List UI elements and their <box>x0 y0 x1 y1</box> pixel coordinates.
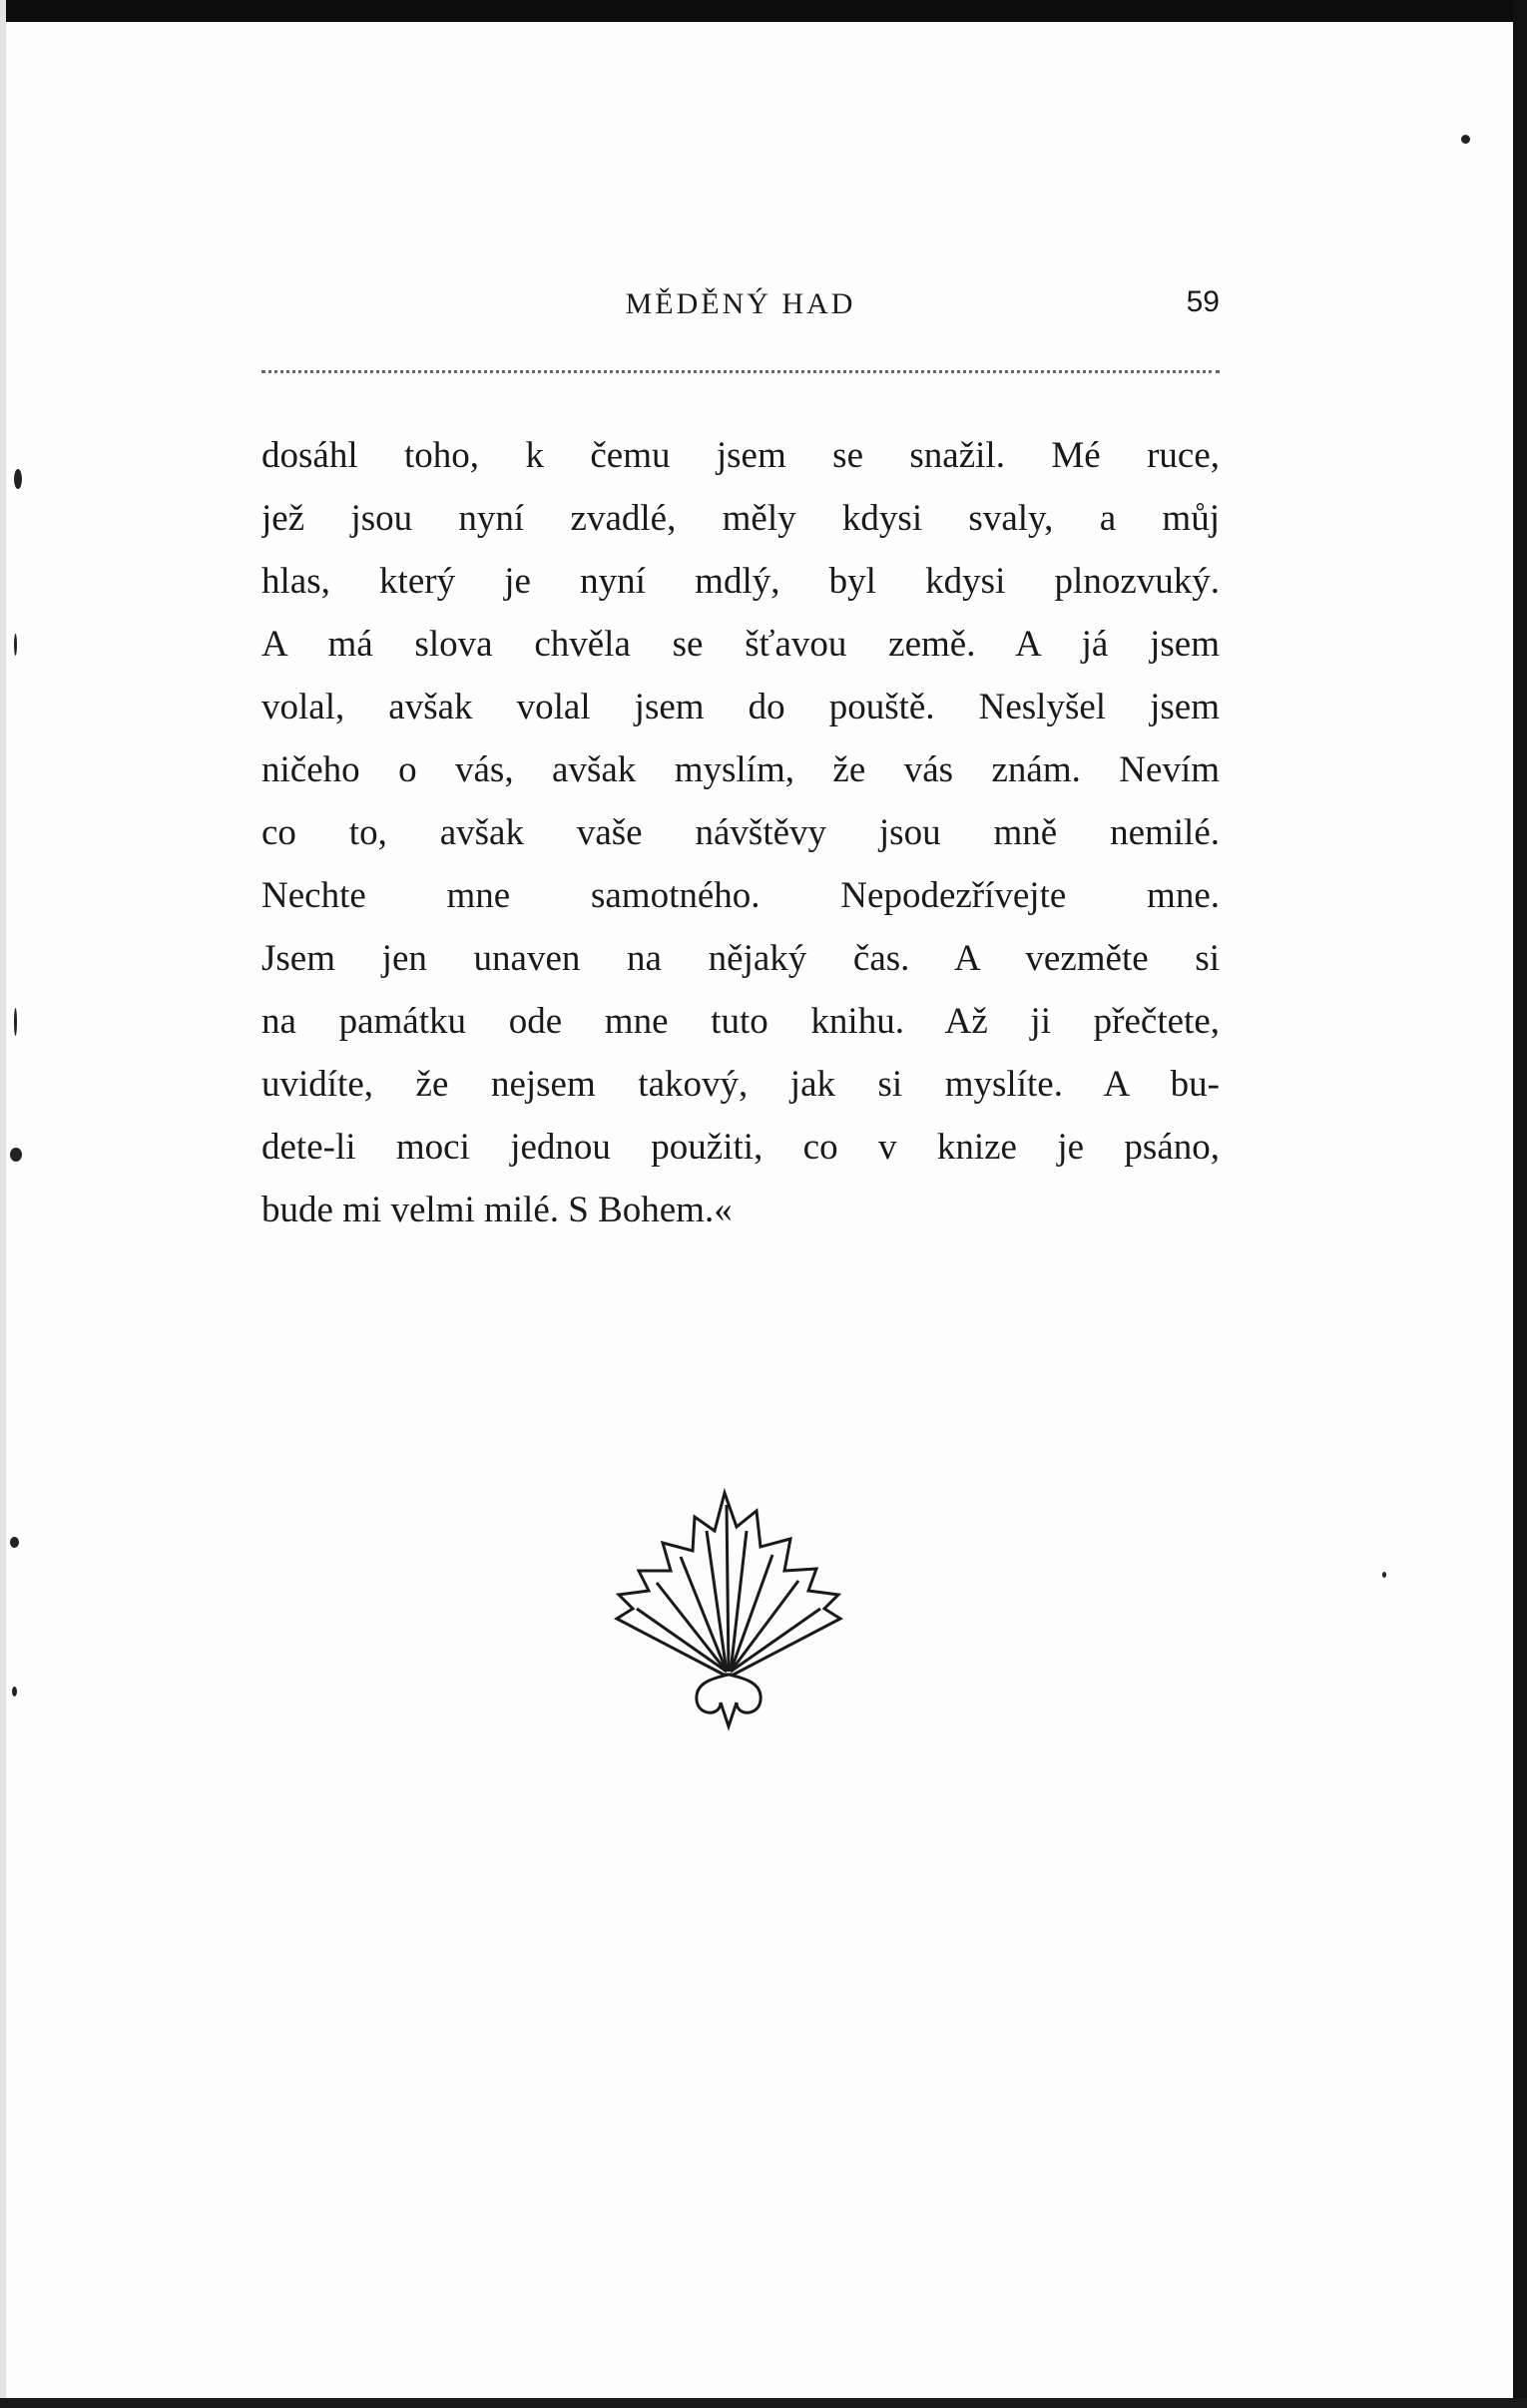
header-divider <box>261 370 1220 373</box>
text-line: volal, avšak volal jsem do pouště. Neslyšel jsem <box>261 687 1220 727</box>
scan-bottom-border <box>0 2398 1527 2408</box>
text-line: na památku ode mne tuto knihu. Až ji přečtete, <box>261 1001 1220 1042</box>
running-title: MĚDĚNÝ HAD <box>625 287 856 320</box>
text-line: dosáhl toho, k čemu jsem se snažil. Mé ruce, <box>261 435 1220 476</box>
scan-top-border <box>0 0 1527 22</box>
page-number: 59 <box>1186 285 1220 318</box>
text-line: co to, avšak vaše návštěvy jsou mně nemilé. <box>261 812 1220 853</box>
scan-speck <box>10 1148 22 1162</box>
scan-speck <box>14 634 17 656</box>
body-text <box>261 424 1220 1241</box>
scan-left-edge <box>0 0 6 2408</box>
scan-speck <box>14 469 22 489</box>
text-line: dete-li moci jednou použiti, co v knize je psáno, <box>261 1127 1220 1168</box>
running-head <box>261 285 1220 325</box>
text-line: hlas, který je nyní mdlý, byl kdysi plnozvuký. <box>261 561 1220 602</box>
scan-speck <box>10 1537 19 1548</box>
scan-right-border <box>1513 0 1527 2408</box>
text-line: Nechte mne samotného. Nepodezřívejte mne. <box>261 875 1220 916</box>
scan-speck <box>1382 1572 1386 1578</box>
text-line: bude mi velmi milé. S Bohem.« <box>261 1190 733 1230</box>
text-line: uvidíte, že nejsem takový, jak si myslíte. A bu- <box>261 1064 1220 1105</box>
scan-speck <box>14 1008 17 1036</box>
scan-speck <box>12 1686 17 1696</box>
text-line: Jsem jen unaven na nějaký čas. A vezměte si <box>261 938 1220 979</box>
text-line: jež jsou nyní zvadlé, měly kdysi svaly, a můj <box>261 498 1220 539</box>
text-line: ničeho o vás, avšak myslím, že vás znám. Nevím <box>261 749 1220 790</box>
fan-palmette-ornament-icon <box>609 1487 848 1736</box>
scan-speck <box>1461 135 1470 144</box>
text-line: A má slova chvěla se šťavou země. A já jsem <box>261 624 1220 665</box>
